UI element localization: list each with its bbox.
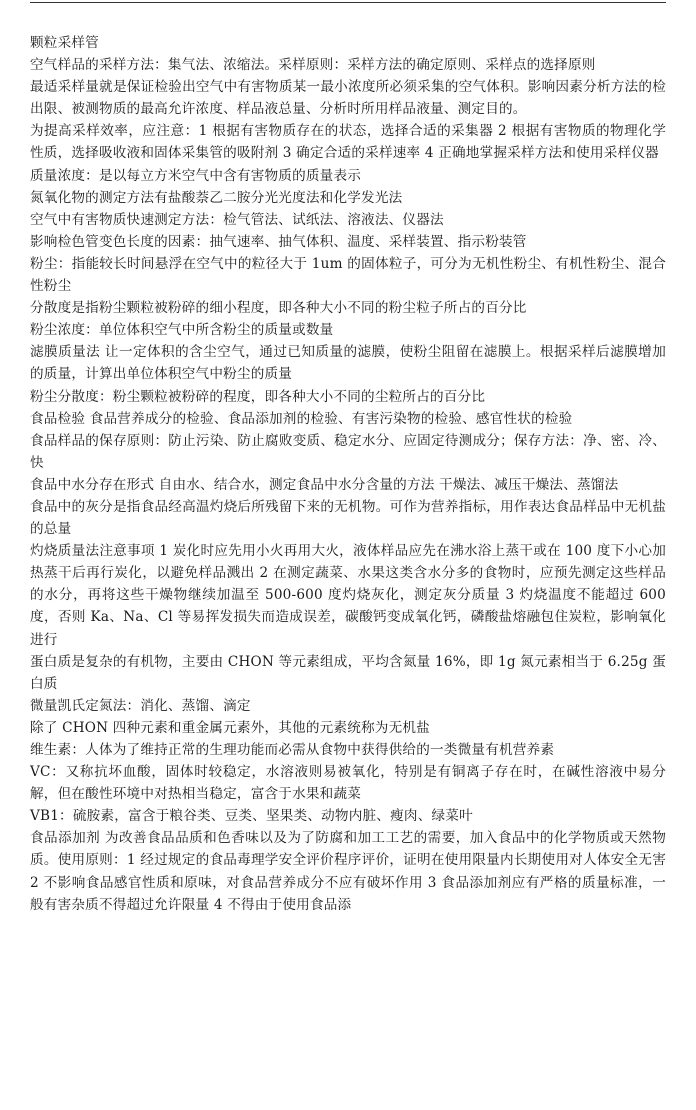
paragraph-16: 食品中水分存在形式 自由水、结合水，测定食品中水分含量的方法 干燥法、减压干燥法、蒸馏法 [30,476,619,493]
paragraph-6: 氮氧化物的测定方法有盐酸萘乙二胺分光光度法和化学发光法 [30,189,403,206]
paragraph-21: 除了 CHON 四种元素和重金属元素外，其他的元素统称为无机盐 [30,719,430,736]
paragraph-1: 颗粒采样管 [30,35,99,51]
paragraph-5: 质量浓度：是以每立方米空气中含有害物质的质量表示 [30,167,362,184]
paragraph-13: 粉尘分散度：粉尘颗粒被粉碎的程度，即各种大小不同的尘粒所占的百分比 [30,388,486,405]
paragraph-25: 食品添加剂 为改善食品品质和色香味以及为了防腐和加工工艺的需要，加入食品中的化学物质或天然物质。使用原则：1 经过规定的食品毒理学安全评价程序评价，证明在使用限量内长期使用对人体安全无害 2 不影响食品感官性质和原味，对食品营养成分不应有破坏作用 3 食品添加剂应有严格的质量标准，一般有害杂质不得超过允许限量 4 不得由于使用食品添 [30,830,666,913]
paragraph-24: VB1：硫胺素，富含于粮谷类、豆类、坚果类、动物内脏、瘦肉、绿菜叶 [30,808,473,825]
paragraph-23: VC：又称抗坏血酸，固体时较稳定，水溶液则易被氧化，特别是有铜离子存在时，在碱性溶液中易分解，但在酸性环境中对热相当稳定，富含于水果和蔬菜 [30,764,666,803]
paragraph-8: 影响检色管变色长度的因素：抽气速率、抽气体积、温度、采样装置、指示粉装管 [30,233,527,250]
paragraph-3: 最适采样量就是保证检验出空气中有害物质某一最小浓度所必须采集的空气体积。影响因素分析方法的检出限、被测物质的最高允许浓度、样品液总量、分析时所用样品液量、测定目的。 [30,79,666,118]
paragraph-7: 空气中有害物质快速测定方法：检气管法、试纸法、溶液法、仪器法 [30,211,444,228]
paragraph-17: 食品中的灰分是指食品经高温灼烧后所残留下来的无机物。可作为营养指标，用作表达食品样品中无机盐的总量 [30,498,666,538]
paragraph-19: 蛋白质是复杂的有机物，主要由 CHON 等元素组成，平均含氮量 16%，即 1g 氮元素相当于 6.25g 蛋白质 [30,653,666,692]
paragraph-15: 食品样品的保存原则：防止污染、防止腐败变质、稳定水分、应固定待测成分；保存方法：净、密、冷、快 [30,432,666,471]
document-body [30,32,666,916]
header-rule [30,2,666,3]
paragraph-9: 粉尘：指能较长时间悬浮在空气中的粒径大于 1um 的固体粒子，可分为无机性粉尘、有机性粉尘、混合性粉尘 [30,255,666,295]
paragraph-18: 灼烧质量法注意事项 1 炭化时应先用小火再用大火，液体样品应先在沸水浴上蒸干或在 100 度下小心加热蒸干后再行炭化，以避免样品溅出 2 在测定蔬菜、水果这类含水分多的食物时，应预先测定这些样品的水分，再将这些干燥物继续加温至 500-600 度灼烧灰化，测定灰分质量 3 灼烧温度不能超过 600 度，否则 Ka、Na、Cl 等易挥发损失而造成误差，碳酸钙变成氧化钙，磷酸盐熔融包住炭粒，影响氧化进行 [30,543,666,648]
paragraph-20: 微量凯氏定氮法：消化、蒸馏、滴定 [30,697,251,714]
paragraph-10: 分散度是指粉尘颗粒被粉碎的细小程度，即各种大小不同的粉尘粒子所占的百分比 [30,300,527,317]
paragraph-14: 食品检验 食品营养成分的检验、食品添加剂的检验、有害污染物的检验、感官性状的检验 [30,410,573,427]
paragraph-22: 维生素：人体为了维持正常的生理功能而必需从食物中获得供给的一类微量有机营养素 [30,742,555,758]
paragraph-11: 粉尘浓度：单位体积空气中所含粉尘的质量或数量 [30,322,334,339]
paragraph-2: 空气样品的采样方法：集气法、浓缩法。采样原则：采样方法的确定原则、采样点的选择原则 [30,57,596,74]
paragraph-4: 为提高采样效率，应注意：1 根据有害物质存在的状态，选择合适的采集器 2 根据有害物质的物理化学性质，选择吸收液和固体采集管的吸附剂 3 确定合适的采样速率 4 正确地掌握采样方法和使用采样仪器 [30,123,666,162]
paragraph-12: 滤膜质量法 让一定体积的含尘空气，通过已知质量的滤膜，使粉尘阻留在滤膜上。根据采样后滤膜增加的质量，计算出单位体积空气中粉尘的质量 [30,344,666,383]
